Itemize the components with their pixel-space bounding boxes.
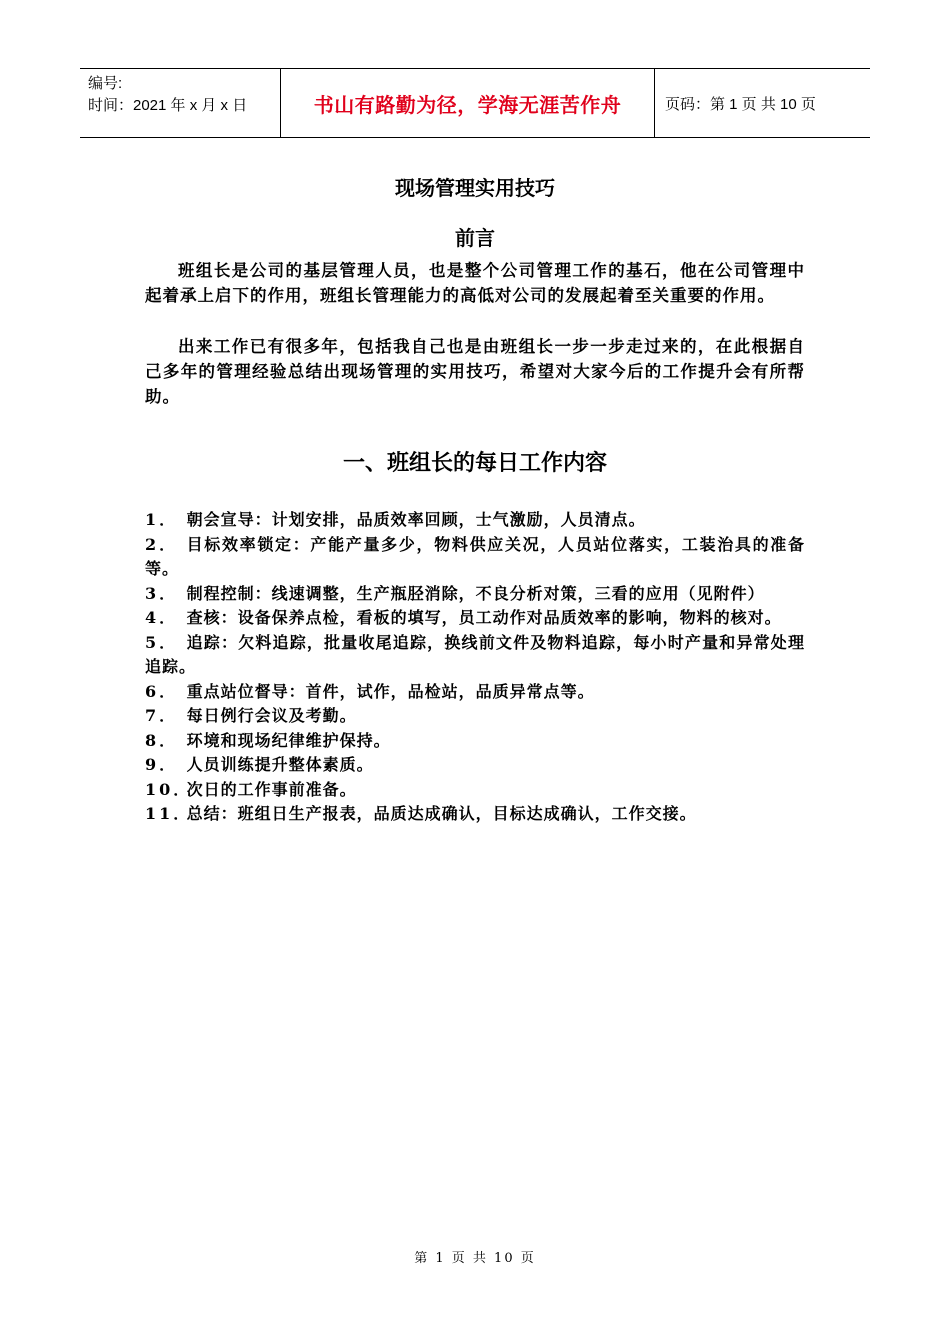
item-text: 环境和现场纪律维护保持。 [186, 730, 391, 750]
daily-task-list [145, 508, 805, 827]
item-text: 次日的工作事前准备。 [186, 779, 357, 799]
item-number: 8． [145, 730, 179, 750]
page-header [80, 68, 870, 138]
item-text: 重点站位督导：首件，试作，品检站，品质异常点等。 [186, 681, 595, 701]
page-footer: 第 1 页 共 10 页 [414, 1251, 536, 1266]
item-text: 朝会宣导：计划安排，品质效率回顾，士气激励，人员清点。 [186, 510, 646, 529]
item-number: 4． [145, 608, 179, 627]
list-item [145, 680, 805, 705]
header-meta [80, 69, 280, 137]
list-item [145, 729, 805, 754]
item-text: 制程控制：线速调整，生产瓶胫消除，不良分析对策，三看的应用（见附件） [186, 583, 765, 603]
item-number: 11． [145, 804, 193, 823]
list-item [145, 533, 805, 582]
section-title: 一、班组长的每日工作内容 [342, 451, 607, 476]
item-number: 2． [145, 534, 179, 554]
list-item [145, 778, 805, 803]
item-number: 10． [145, 779, 193, 799]
header-motto: 书山有路勤为径，学海无涯苦作舟 [280, 69, 655, 137]
preface-paragraph: 出来工作已有很多年，包括我自己也是由班组长一步一步走过来的，在此根据自己多年的管理经验总结出现场管理的实用技巧，希望对大家今后的工作提升会有所帮助。 [145, 337, 805, 406]
preface-title: 前言 [455, 226, 495, 250]
item-text: 追踪：欠料追踪，批量收尾追踪，换线前文件及物料追踪，每小时产量和异常处理追踪。 [145, 632, 805, 676]
item-text: 目标效率锁定：产能产量多少，物料供应关况，人员站位落实，工装治具的准备等。 [145, 534, 805, 578]
item-text: 总结：班组日生产报表，品质达成确认，目标达成确认，工作交接。 [186, 804, 697, 823]
list-item [145, 582, 805, 607]
item-number: 7． [145, 706, 179, 725]
item-text: 人员训练提升整体素质。 [186, 755, 374, 774]
preface-paragraph: 班组长是公司的基层管理人员，也是整个公司管理工作的基石，他在公司管理中起着承上启下的作用，班组长管理能力的高低对公司的发展起着至关重要的作用。 [145, 261, 805, 305]
document-title: 现场管理实用技巧 [395, 176, 555, 200]
time-label: 时间：2021 年 x 月 x 日 [88, 97, 248, 114]
header-page-info: 页码：第 1 页 共 10 页 [665, 95, 816, 113]
item-number: 1． [145, 510, 179, 529]
item-text: 每日例行会议及考勤。 [186, 706, 357, 725]
list-item [145, 753, 805, 778]
list-item [145, 704, 805, 729]
item-number: 6． [145, 681, 179, 701]
item-number: 9． [145, 755, 179, 774]
item-number: 3． [145, 583, 179, 603]
list-item [145, 508, 805, 533]
list-item [145, 606, 805, 631]
item-number: 5． [145, 632, 179, 652]
list-item [145, 802, 805, 827]
code-label: 编号: [88, 75, 123, 92]
item-text: 查核：设备保养点检，看板的填写，员工动作对品质效率的影响，物料的核对。 [186, 608, 782, 627]
list-item [145, 631, 805, 680]
